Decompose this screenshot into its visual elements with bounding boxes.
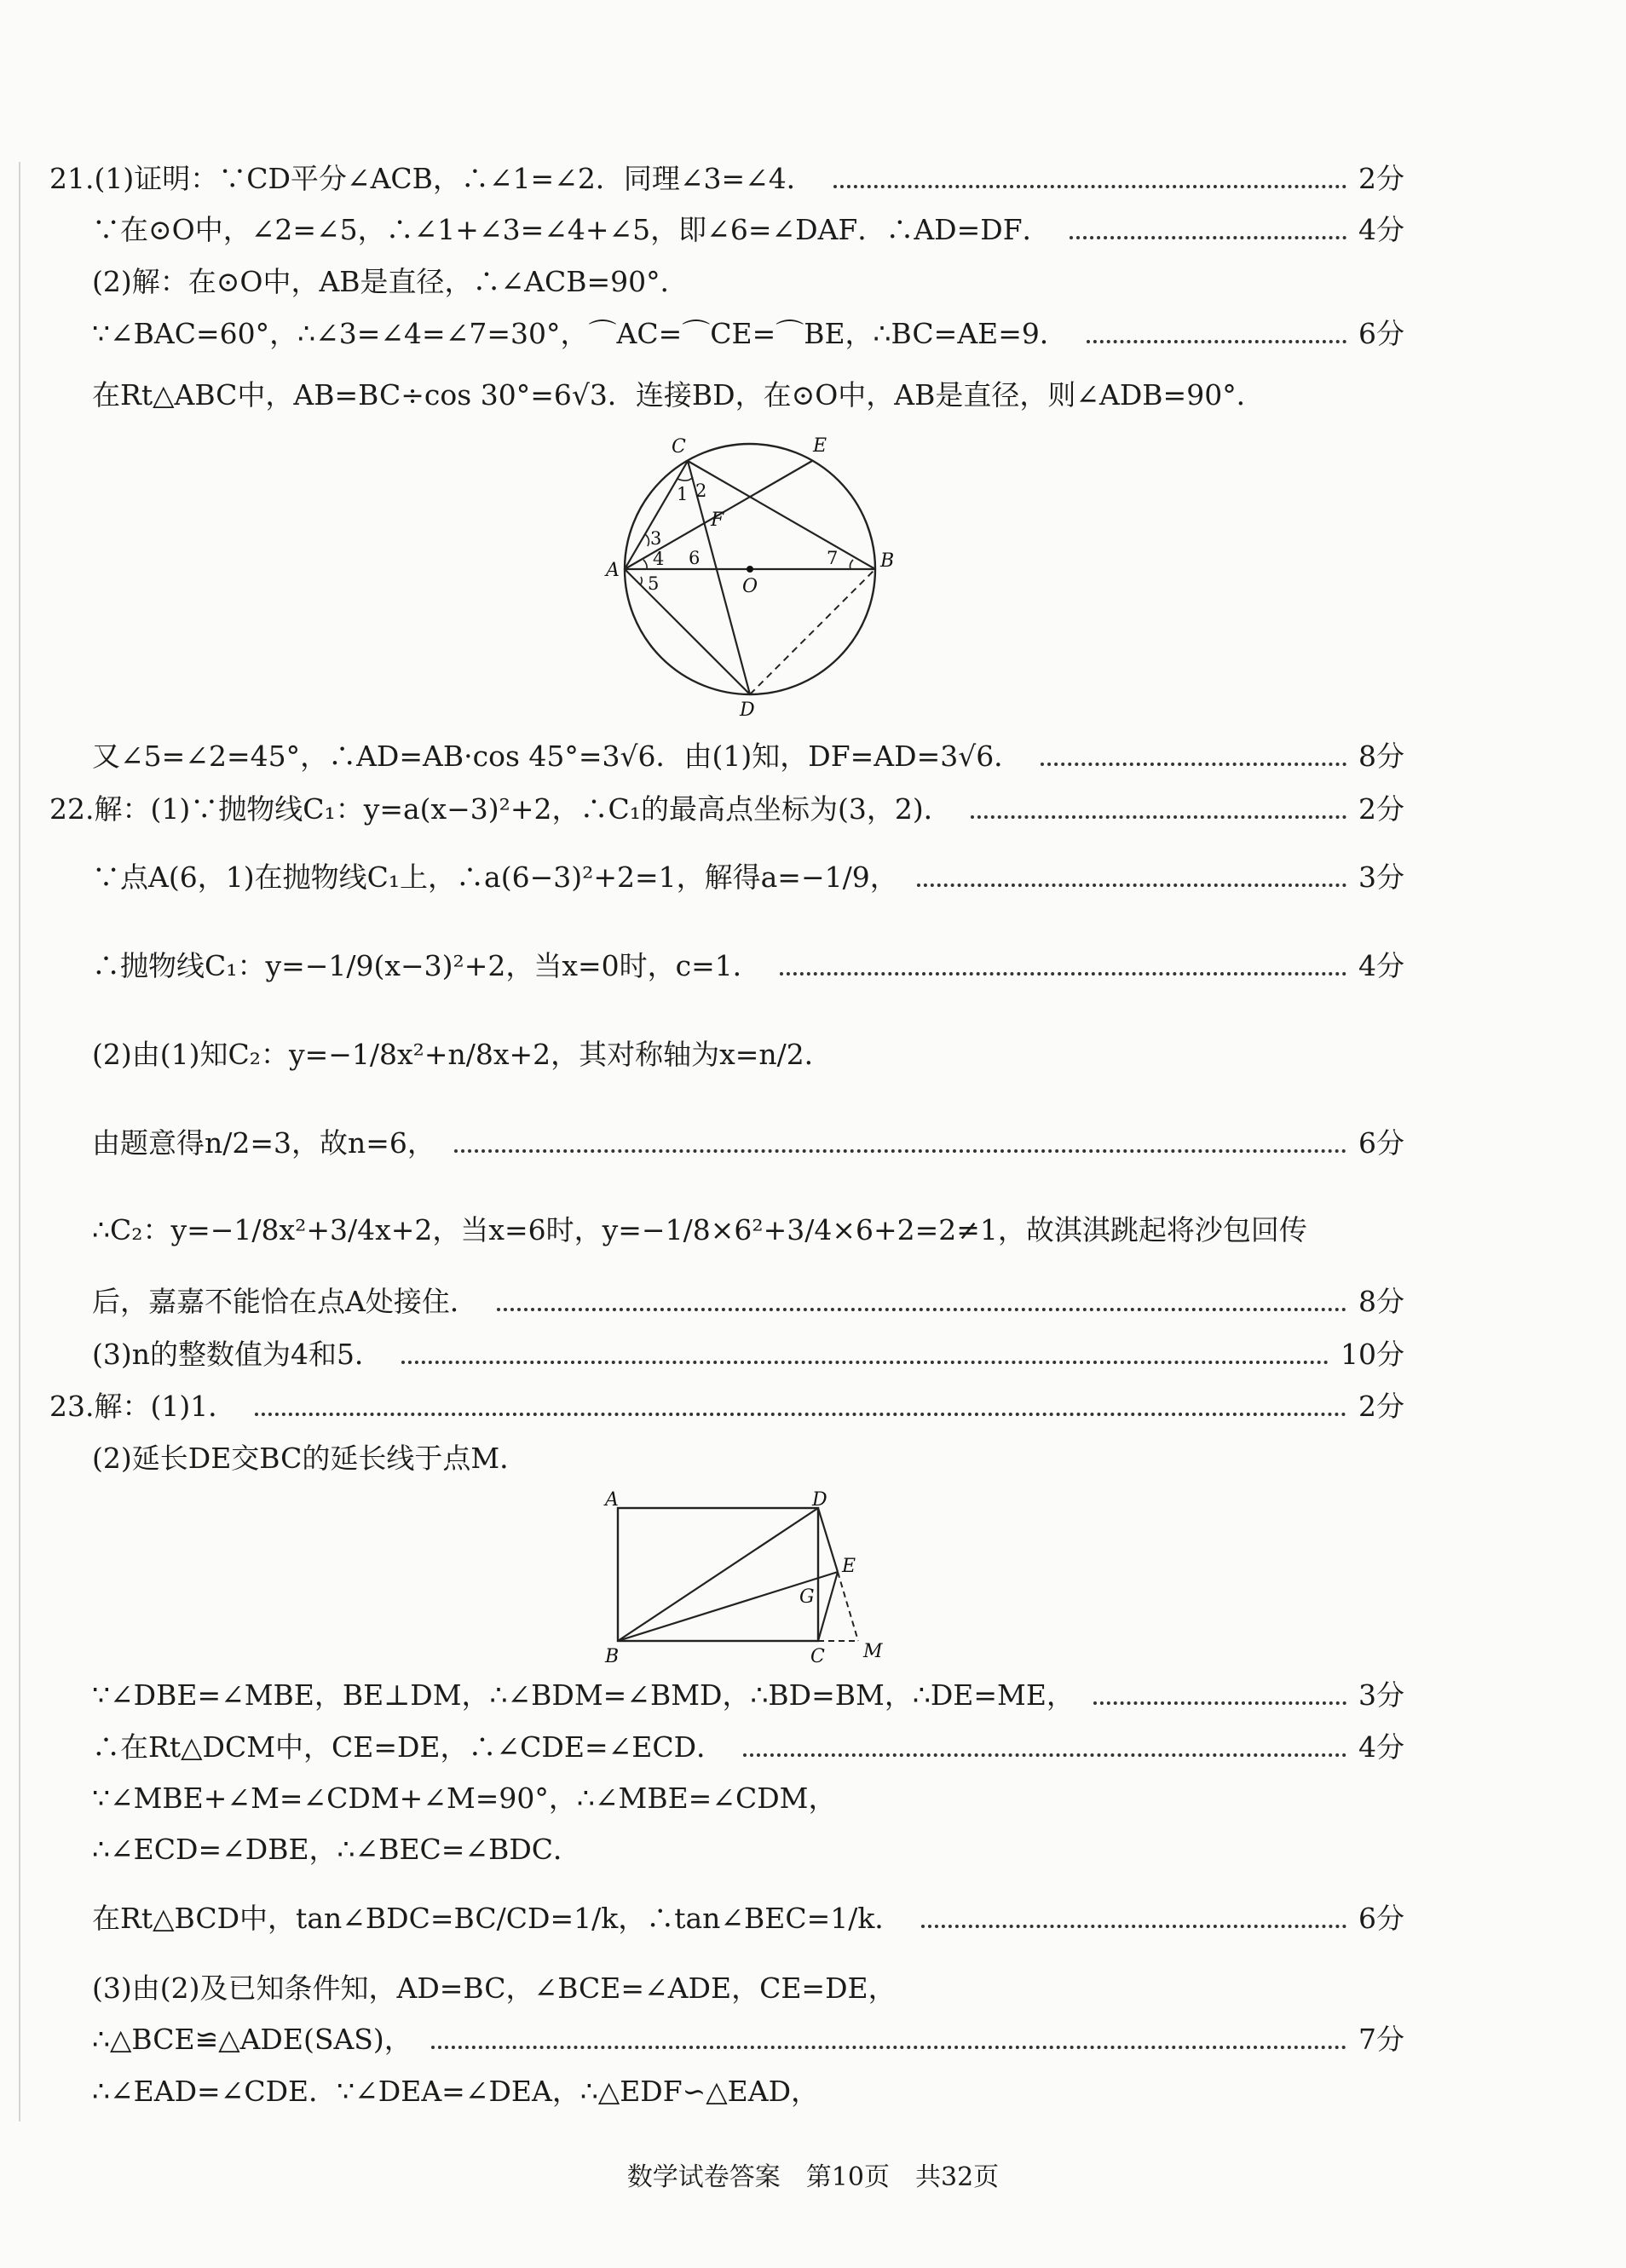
score: 10分: [1341, 1338, 1404, 1371]
label-c: C: [672, 436, 686, 458]
answer-line: ∴∠EAD=∠CDE．∵∠DEA=∠DEA，∴△EDF∽△EAD，: [92, 2075, 820, 2108]
page-footer: 数学试卷答案 第10页 共32页: [626, 2162, 1000, 2192]
score: 2分: [1358, 162, 1404, 195]
score: 6分: [1358, 1902, 1404, 1935]
answer-line: (2)由(1)知C₂：y=−1/8x²+n/8x+2，其对称轴为x=n/2．: [92, 1038, 833, 1071]
answer-line: ∵∠MBE+∠M=∠CDM+∠M=90°，∴∠MBE=∠CDM，: [92, 1782, 837, 1815]
rectangle-figure: [592, 1487, 916, 1670]
label-m: M: [863, 1641, 883, 1662]
angle-7: 7: [827, 548, 839, 568]
answer-line: ∴C₂：y=−1/8x²+3/4x+2，当x=6时，y=−1/8×6²+3/4×6+2=2≠1，故淇淇跳起将沙包回传: [92, 1213, 1307, 1246]
label-o: O: [742, 576, 758, 597]
circle-figure: [597, 430, 903, 724]
score: 4分: [1358, 949, 1404, 982]
answer-line: ∴∠ECD=∠DBE，∴∠BEC=∠BDC．: [92, 1833, 582, 1866]
label-e: E: [842, 1556, 856, 1577]
answer-line: ∴在Rt△DCM中，CE=DE，∴∠CDE=∠ECD． 4分: [92, 1730, 1404, 1764]
answer-line: (2)延长DE交BC的延长线于点M．: [92, 1442, 528, 1475]
label-g: G: [799, 1586, 815, 1608]
segment-de: [818, 1508, 838, 1572]
label-f: F: [711, 509, 724, 531]
answer-line: ∴抛物线C₁：y=−1/9(x−3)²+2，当x=0时，c=1． 4分: [92, 949, 1404, 982]
segment-db-dashed: [750, 569, 875, 694]
answer-line: (3)由(2)及已知条件知，AD=BC，∠BCE=∠ADE，CE=DE，: [92, 1972, 897, 2005]
angle-5: 5: [648, 573, 660, 594]
score: 6分: [1358, 317, 1404, 350]
diagonal-bd: [618, 1508, 818, 1641]
answer-line: 22.解：(1)∵抛物线C₁：y=a(x−3)²+2，∴C₁的最高点坐标为(3，2)． 2分: [49, 792, 1404, 826]
label-a: A: [606, 560, 620, 581]
angle-1: 1: [677, 484, 689, 504]
answer-line: 21.(1)证明：∵CD平分∠ACB，∴∠1=∠2．同理∠3=∠4． 2分: [49, 162, 1404, 195]
answer-line: 又∠5=∠2=45°，∴AD=AB·cos 45°=3√6．由(1)知，DF=AD=3√6． 8分: [92, 740, 1404, 773]
score: 2分: [1358, 1390, 1404, 1423]
score: 8分: [1358, 1285, 1404, 1318]
answer-line: ∵∠BAC=60°，∴∠3=∠4=∠7=30°，⌒AC=⌒CE=⌒BE，∴BC=AE=9． 6分: [92, 317, 1404, 350]
label-c: C: [810, 1646, 825, 1667]
angle-6: 6: [689, 548, 701, 568]
angle-2: 2: [695, 481, 707, 501]
answer-line: 后，嘉嘉不能恰在点A处接住． 8分: [92, 1285, 1404, 1318]
answer-line: (3)n的整数值为4和5． 10分: [92, 1338, 1404, 1371]
label-e: E: [813, 435, 827, 457]
segment-ce: [818, 1572, 838, 1641]
label-d: D: [812, 1489, 827, 1511]
score: 3分: [1358, 1678, 1404, 1712]
center-point: [747, 566, 753, 573]
angle-4: 4: [653, 549, 665, 569]
score: 2分: [1358, 792, 1404, 826]
score: 6分: [1358, 1126, 1404, 1160]
answer-line: (2)解：在⊙O中，AB是直径，∴∠ACB=90°．: [92, 265, 689, 298]
answer-line: 在Rt△BCD中，tan∠BDC=BC/CD=1/k，∴tan∠BEC=1/k． 6分: [92, 1902, 1404, 1935]
label-b: B: [880, 550, 895, 572]
answer-line: ∵∠DBE=∠MBE，BE⊥DM，∴∠BDM=∠BMD，∴BD=BM，∴DE=ME， 3分: [92, 1678, 1404, 1712]
score: 8分: [1358, 740, 1404, 773]
answer-line: 23.解：(1)1． 2分: [49, 1390, 1404, 1423]
segment-ad: [625, 569, 750, 694]
answer-line: 由题意得n/2=3，故n=6， 6分: [92, 1126, 1404, 1160]
margin-rule: [19, 162, 20, 2121]
score: 3分: [1358, 861, 1404, 894]
answer-line: 在Rt△ABC中，AB=BC÷cos 30°=6√3．连接BD，在⊙O中，AB是直径，则∠ADB=90°．: [92, 378, 1265, 412]
score: 4分: [1358, 213, 1404, 246]
angle-3: 3: [650, 528, 662, 549]
label-a: A: [605, 1489, 619, 1511]
score: 7分: [1358, 2023, 1404, 2056]
segment-em-dashed: [838, 1572, 858, 1641]
answer-line: ∴△BCE≌△ADE(SAS)， 7分: [92, 2023, 1404, 2056]
score: 4分: [1358, 1730, 1404, 1764]
answer-line: ∵点A(6，1)在抛物线C₁上，∴a(6−3)²+2=1，解得a=−1/9， 3分: [92, 861, 1404, 894]
answer-line: ∵在⊙O中，∠2=∠5，∴∠1+∠3=∠4+∠5，即∠6=∠DAF．∴AD=DF． 4分: [92, 213, 1404, 246]
label-b: B: [605, 1646, 620, 1667]
label-d: D: [740, 699, 755, 721]
